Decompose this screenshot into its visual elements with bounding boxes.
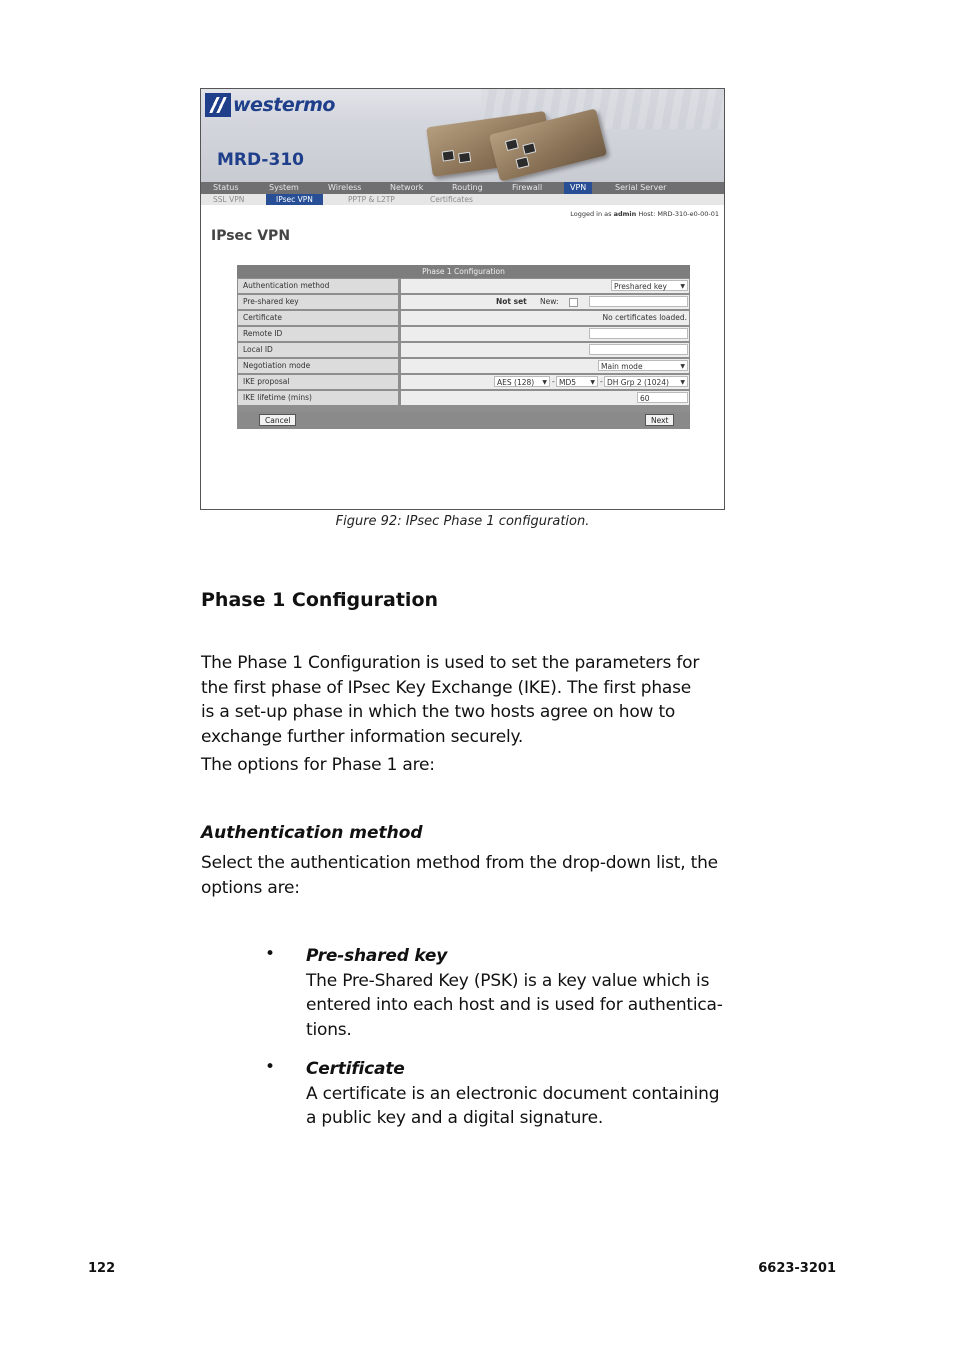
text-line: the first phase of IPsec Key Exchange (IKE). The first phase — [201, 677, 692, 698]
tab-routing[interactable]: Routing — [452, 183, 483, 192]
main-nav — [201, 182, 724, 194]
row-label: IKE lifetime (mins) — [238, 391, 398, 405]
negotiation-mode-select[interactable] — [598, 360, 688, 371]
text-line: A certificate is an electronic document containing — [306, 1083, 720, 1104]
row-label: Pre-shared key — [238, 295, 398, 309]
table-row — [237, 390, 690, 405]
subtab-ssl-vpn[interactable]: SSL VPN — [213, 195, 245, 204]
logo-text: westermo — [233, 94, 335, 116]
certificate-status: No certificates loaded. — [602, 313, 687, 322]
figure-caption: Figure 92: IPsec Phase 1 configuration. — [335, 514, 590, 529]
row-value — [401, 295, 689, 309]
section-heading: Phase 1 Configuration — [201, 589, 439, 611]
table-row — [237, 294, 690, 309]
bullet-title: Certificate — [306, 1059, 405, 1079]
chevron-down-icon: ▼ — [680, 379, 685, 386]
device-port-icon — [505, 138, 519, 151]
text-line: options are: — [201, 877, 300, 898]
ike-encryption-select[interactable] — [494, 376, 550, 387]
tab-firewall[interactable]: Firewall — [512, 183, 543, 192]
ike-hash-select[interactable] — [556, 376, 598, 387]
table-row — [237, 374, 690, 389]
chevron-down-icon: ▼ — [680, 363, 685, 370]
phase1-config-table — [237, 265, 690, 429]
row-label: Remote ID — [238, 327, 398, 341]
bullet-icon: • — [265, 944, 276, 964]
bullet-item — [306, 944, 723, 1042]
select-value: Preshared key — [614, 282, 667, 291]
row-value — [401, 311, 689, 325]
next-button[interactable]: Next — [645, 414, 674, 426]
device-port-icon — [522, 142, 536, 155]
local-id-input[interactable] — [589, 344, 688, 355]
text-line: entered into each host and is used for authentica- — [306, 995, 723, 1015]
select-value: DH Grp 2 (1024) — [607, 378, 669, 387]
text-line: is a set-up phase in which the two hosts agree on how to — [201, 702, 676, 722]
text-line: Select the authentication method from the drop-down list, the — [201, 853, 718, 873]
options-line: The options for Phase 1 are: — [201, 755, 435, 775]
auth-method-select[interactable] — [611, 280, 688, 291]
doc-number: 6623-3201 — [758, 1261, 836, 1276]
device-port-icon — [442, 150, 455, 162]
westermo-logo-icon — [205, 93, 231, 117]
select-value: Main mode — [601, 362, 643, 371]
select-value: MD5 — [559, 378, 577, 387]
subtab-ipsec-vpn[interactable]: IPsec VPN — [266, 194, 323, 205]
login-info — [201, 210, 719, 218]
host-text: Host: MRD-310-e0-00-01 — [638, 210, 719, 218]
ike-lifetime-input[interactable]: 60 — [637, 392, 688, 403]
text-line: The Phase 1 Configuration is used to set the parameters for — [201, 653, 700, 673]
bullet-title: Pre-shared key — [306, 946, 448, 966]
chevron-down-icon: ▼ — [680, 283, 685, 290]
page-number: 122 — [88, 1261, 116, 1276]
table-row — [237, 342, 690, 357]
device-port-icon — [458, 152, 471, 164]
page-title: IPsec VPN — [211, 228, 291, 244]
tab-network[interactable]: Network — [390, 183, 424, 192]
table-row — [237, 326, 690, 341]
row-label: Negotiation mode — [238, 359, 398, 373]
tab-serial-server[interactable]: Serial Server — [615, 183, 667, 192]
row-value — [401, 343, 689, 357]
text-line: The Pre-Shared Key (PSK) is a key value which is — [306, 970, 710, 991]
subtab-certificates[interactable]: Certificates — [430, 195, 473, 204]
separator: - — [600, 377, 603, 386]
psk-status: Not set — [496, 297, 527, 306]
tab-system[interactable]: System — [269, 183, 299, 192]
row-value — [401, 375, 689, 389]
logged-in-prefix: Logged in as — [570, 210, 612, 218]
westermo-logo — [205, 91, 335, 119]
row-label: Certificate — [238, 311, 398, 325]
tab-status[interactable]: Status — [213, 183, 239, 192]
device-port-icon — [515, 156, 529, 169]
text-line: exchange further information securely. — [201, 726, 524, 747]
text-line: a public key and a digital signature. — [306, 1108, 604, 1128]
tab-wireless[interactable]: Wireless — [328, 183, 362, 192]
banner — [201, 89, 724, 182]
intro-paragraph — [201, 651, 699, 749]
select-paragraph — [201, 851, 718, 900]
table-row — [237, 358, 690, 373]
row-value — [401, 359, 689, 373]
logged-in-user: admin — [613, 210, 637, 218]
sub-nav — [201, 194, 724, 205]
row-value — [401, 391, 689, 405]
table-row — [237, 278, 690, 293]
select-value: AES (128) — [497, 378, 535, 387]
remote-id-input[interactable] — [589, 328, 688, 339]
subtab-pptp-l2tp[interactable]: PPTP & L2TP — [348, 195, 395, 204]
psk-input[interactable] — [589, 296, 688, 307]
ike-dh-group-select[interactable] — [604, 376, 688, 387]
tab-vpn[interactable]: VPN — [564, 182, 592, 194]
table-title: Phase 1 Configuration — [237, 265, 690, 278]
chevron-down-icon: ▼ — [542, 379, 547, 386]
row-value — [401, 279, 689, 293]
psk-new-checkbox[interactable] — [569, 298, 578, 307]
text-line: tions. — [306, 1019, 352, 1040]
model-title: MRD-310 — [217, 150, 304, 170]
figure-screenshot — [200, 88, 725, 510]
psk-new-label: New: — [540, 297, 559, 306]
bullet-icon: • — [265, 1057, 276, 1077]
cancel-button[interactable]: Cancel — [259, 414, 296, 426]
bullet-item — [306, 1057, 719, 1131]
table-row — [237, 310, 690, 325]
sub-heading: Authentication method — [201, 823, 423, 843]
row-label: IKE proposal — [238, 375, 398, 389]
chevron-down-icon: ▼ — [590, 379, 595, 386]
row-label: Authentication method — [238, 279, 398, 293]
table-footer — [237, 412, 690, 429]
separator: - — [552, 377, 555, 386]
row-value — [401, 327, 689, 341]
row-label: Local ID — [238, 343, 398, 357]
